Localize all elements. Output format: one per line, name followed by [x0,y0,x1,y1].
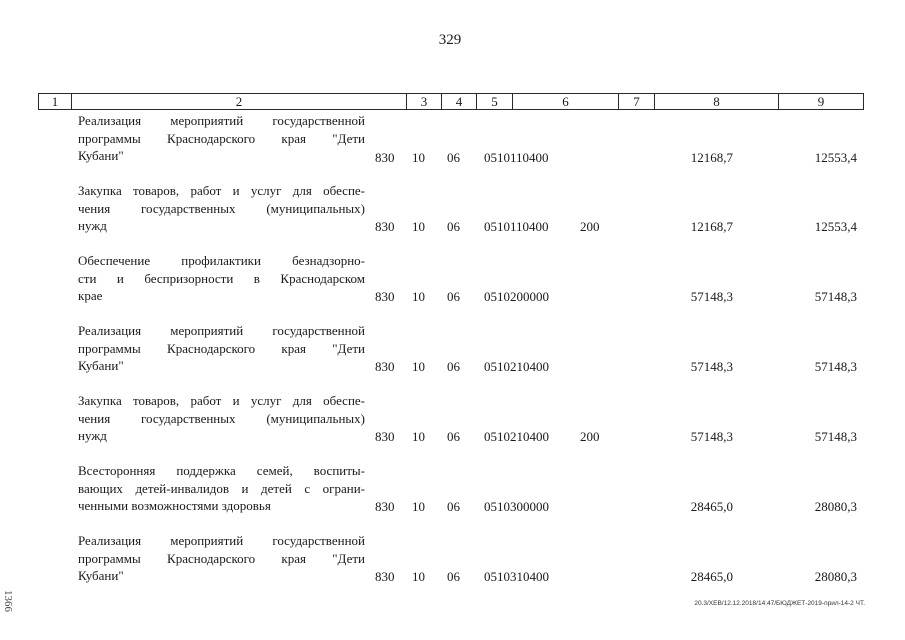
cell-section: 10 [412,289,425,304]
description-line: Кубани" [78,358,124,373]
cell-target-article: 0510310400 [484,569,549,584]
description-line: ченными возможностями здоровья [78,498,271,513]
cell-ministry: 830 [375,499,395,514]
description-line: сти и беспризорности в Краснодарском [78,270,365,286]
description-line: Реализация мероприятий государственной [78,323,365,338]
cell-amount-col9: 12553,4 [814,150,857,165]
description-line: Реализация мероприятий государственной [78,533,365,548]
cell-subsection: 06 [447,569,460,584]
cell-subsection: 06 [447,219,460,234]
cell-target-article: 0510110400 [484,150,549,165]
description-line: крае [78,288,103,303]
description-line: программы Краснодарского края "Дети [78,130,365,146]
header-cell-6: 6 [513,94,619,109]
description-line: Кубани" [78,568,124,583]
cell-amount-col9: 57148,3 [814,429,857,444]
description-line: Реализация мероприятий государственной [78,113,365,128]
page-number: 329 [438,32,462,48]
row-description [78,392,365,445]
cell-ministry: 830 [375,429,395,444]
header-cell-8: 8 [655,94,779,109]
cell-amount-col9: 57148,3 [814,289,857,304]
description-line: программы Краснодарского края "Дети [78,550,365,566]
row-description [78,252,365,305]
cell-section: 10 [412,150,425,165]
cell-amount-col9: 28080,3 [814,499,857,514]
cell-subsection: 06 [447,150,460,165]
cell-ministry: 830 [375,289,395,304]
cell-subsection: 06 [447,289,460,304]
cell-section: 10 [412,359,425,374]
cell-target-article: 0510210400 [484,429,549,444]
row-description [78,462,365,515]
cell-section: 10 [412,569,425,584]
header-cell-2: 2 [72,94,407,109]
cell-amount-col9: 12553,4 [814,219,857,234]
cell-amount-col8: 12168,7 [690,219,733,234]
cell-target-article: 0510210400 [484,359,549,374]
cell-target-article: 0510300000 [484,499,549,514]
header-cell-4: 4 [442,94,477,109]
cell-amount-col8: 12168,7 [690,150,733,165]
cell-amount-col9: 28080,3 [814,569,857,584]
description-line: чения государственных (муниципальных) [78,410,365,426]
description-line: нужд [78,218,107,233]
header-cell-9: 9 [817,94,825,109]
cell-amount-col8: 28465,0 [690,499,733,514]
cell-target-article: 0510200000 [484,289,549,304]
cell-amount-col8: 57148,3 [690,359,733,374]
cell-amount-col8: 57148,3 [690,289,733,304]
header-cell-3: 3 [407,94,442,109]
description-line: программы Краснодарского края "Дети [78,340,365,356]
header-cell-5: 5 [477,94,513,109]
row-description [78,182,365,235]
row-description [78,322,365,375]
description-line: нужд [78,428,107,443]
cell-ministry: 830 [375,569,395,584]
header-cell-7: 7 [619,94,655,109]
cell-section: 10 [412,499,425,514]
cell-ministry: 830 [375,219,395,234]
cell-section: 10 [412,219,425,234]
cell-section: 10 [412,429,425,444]
row-description [78,532,365,585]
description-line: Закупка товаров, работ и услуг для обеспе- [78,393,365,408]
description-line: Всесторонняя поддержка семей, воспиты- [78,463,365,478]
cell-expense-type: 200 [580,429,600,444]
description-line: Обеспечение профилактики безнадзорно- [78,253,365,268]
cell-ministry: 830 [375,150,395,165]
description-line: вающих детей-инвалидов и детей с ограни- [78,480,365,496]
cell-subsection: 06 [447,429,460,444]
description-line: Закупка товаров, работ и услуг для обеспе- [78,183,365,198]
cell-ministry: 830 [375,359,395,374]
header-cell-1: 1 [39,94,72,109]
cell-amount-col8: 57148,3 [690,429,733,444]
description-line: Кубани" [78,148,124,163]
cell-expense-type: 200 [580,219,600,234]
document-footer-id: 20.3/ХЕВ/12.12.2018/14:47/БЮДЖЕТ-2019-прил-14-2 ЧТ. [694,600,865,607]
cell-target-article: 0510110400 [484,219,549,234]
description-line: чения государственных (муниципальных) [78,200,365,216]
cell-subsection: 06 [447,499,460,514]
cell-amount-col9: 57148,3 [814,359,857,374]
cell-amount-col8: 28465,0 [690,569,733,584]
table-header-row [38,93,864,110]
side-stamp-number: 1366 [2,590,14,612]
row-description [78,112,365,165]
cell-subsection: 06 [447,359,460,374]
